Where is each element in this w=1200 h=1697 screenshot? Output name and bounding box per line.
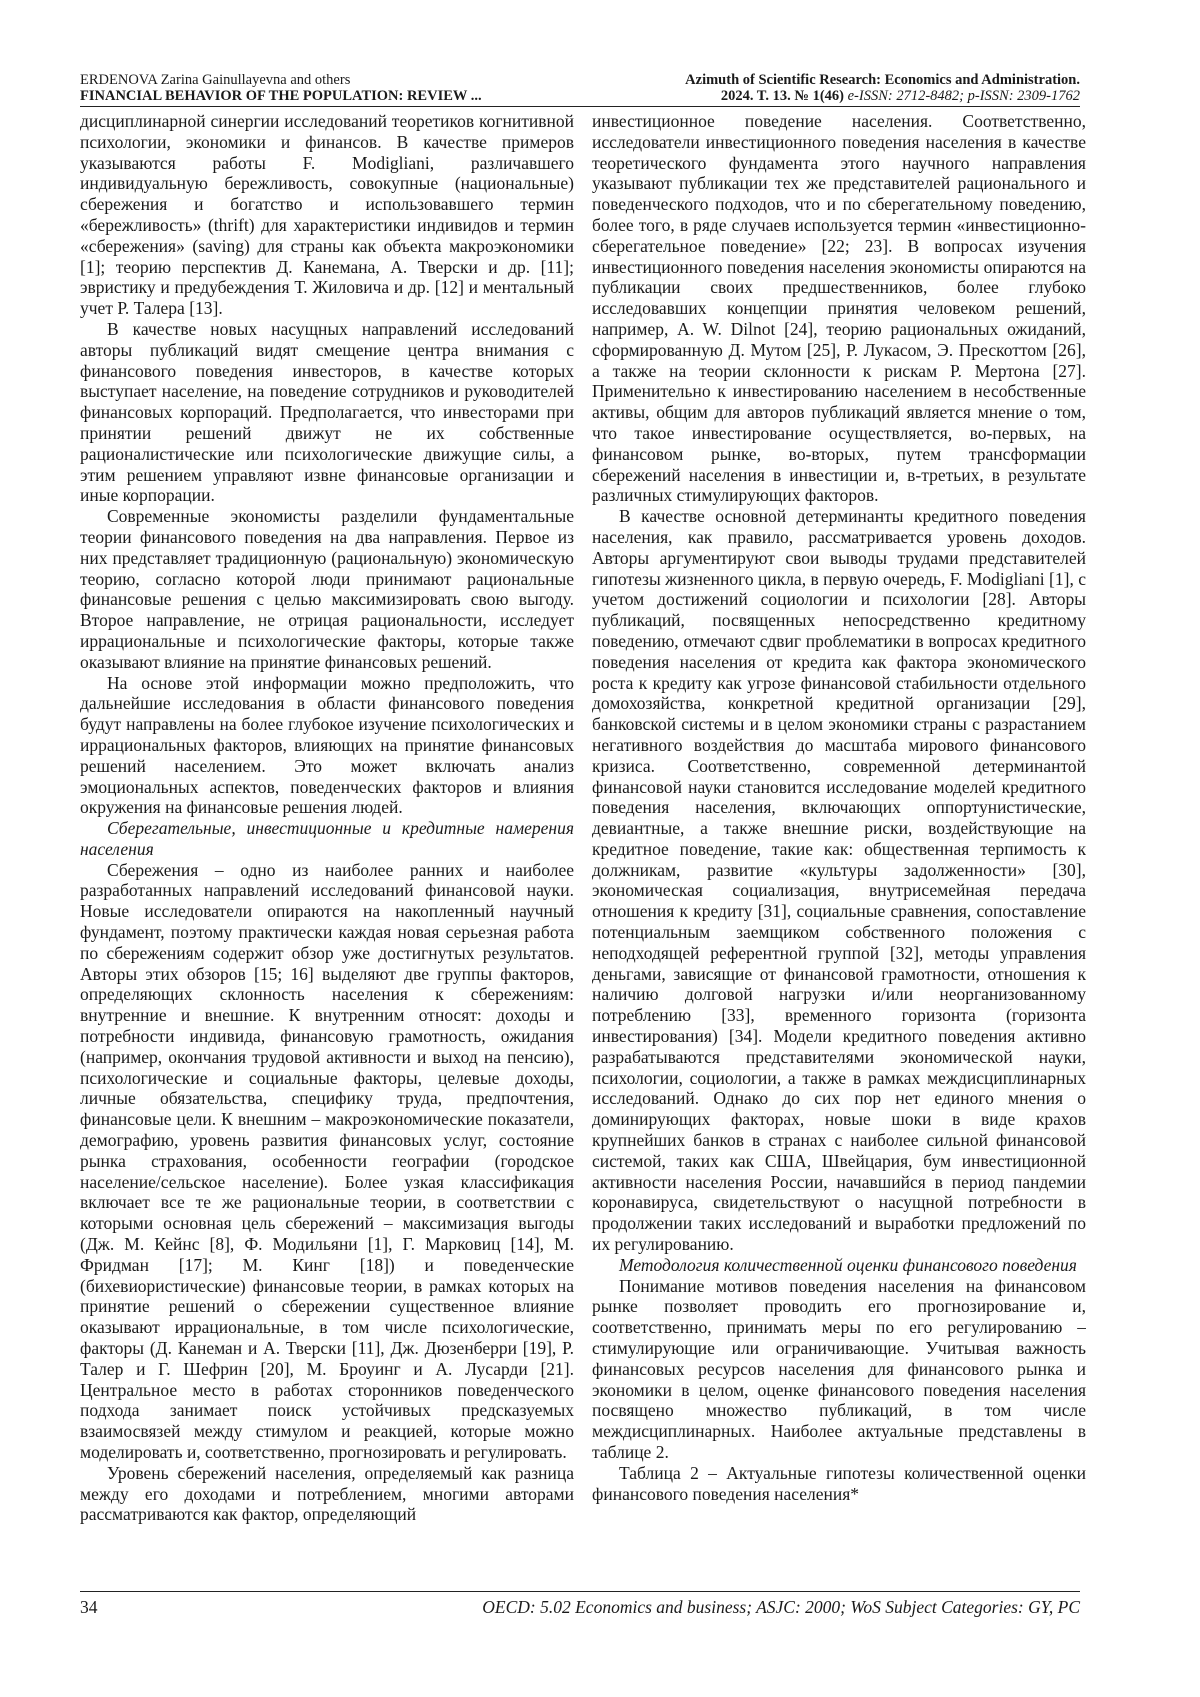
running-header bbox=[80, 70, 1080, 107]
body-paragraph: В качестве новых насущных направлений исследований авторы публикаций видят смещение центра внимания с финансового поведения инвесторов, в качестве которых выступает население, на поведение сотрудников и руководителей финансовых корпораций. Предполагается, что инвесторами при принятии решений движут не их собственные рационалистические или психологические движущие силы, а этим решением управляют извне финансовые организации и иные корпорации. bbox=[80, 318, 574, 506]
header-left bbox=[80, 72, 482, 104]
body-paragraph: дисциплинарной синергии исследований теоретиков когнитивной психологии, экономики и финансов. В качестве примеров указываются работы F. Modigliani, различавшего индивидуальную бережливость, совокупные (национальные) сбережения и богатство и использовавшего термин «бережливость» (thrift) для характеристики индивидов и термин «сбережения» (saving) для страны как объекта макроэкономики [1]; теорию перспектив Д. Канемана, А. Тверски и др. [11]; эвристику и предубеждения Т. Жиловича и др. [12] и ментальный учет Р. Талера [13]. bbox=[80, 111, 574, 319]
body-paragraph: Таблица 2 – Актуальные гипотезы количественной оценки финансового поведения населения* bbox=[592, 1462, 1086, 1504]
body-paragraph: Сбережения – одно из наиболее ранних и наиболее разработанных направлений исследований финансовой науки. Новые исследователи опираются на накопленный научный фундамент, поэтому практически каждая новая серьезная работа по сбережениям содержит обзор уже достигнутых результатов. Авторы этих обзоров [15; 16] выделяют две группы факторов, определяющих склонность населения к сбережениям: внутренние и внешние. К внутренним относят: доходы и потребности индивида, финансовую грамотность, ожидания (например, окончания трудовой активности и выход на пенсию), психологические и социальные факторы, целевые доходы, личные обязательства, специфику труда, предпочтения, финансовые цели. К внешним – макроэкономические показатели, демографию, уровень развития финансовых услуг, состояние рынка страхования, особенности географии (городское население/сельское население). Более узкая классификация включает все те же рациональные теории, в соответствии с которыми основная цель сбережений – максимизация выгоды (Дж. М. Кейнс [8], Ф. Модильяни [1], Г. Марковиц [14], М. Фридман [17]; М. Кинг [18]) и поведенческие (бихевиористические) финансовые теории, в рамках которых на принятие решений о сбережении существенное влияние оказывают иррациональные, в том числе психологические, факторы (Д. Канеман и А. Тверски [11], Дж. Дюзенберри [19], Р. Талер и Г. Шефрин [20], М. Броуинг и А. Лусарди [21]. Центральное место в работах сторонников поведенческого подхода занимает поиск устойчивых предсказуемых взаимосвязей между стимулом и реакцией, которые можно моделировать и, соответственно, прогнозировать и регулировать. bbox=[80, 859, 574, 1462]
page-number: 34 bbox=[80, 1597, 98, 1617]
right-column bbox=[592, 111, 1086, 1589]
body-paragraph: Понимание мотивов поведения населения на финансовом рынке позволяет проводить его прогнозирование и, соответственно, принимать меры по его регулированию – стимулирующие или ограничивающие. Учитывая важность финансовых ресурсов населения для финансового рынка и экономики в целом, оценке финансового поведения населения посвящено множество публикаций, в том числе междисциплинарных. Наиболее актуальные представлены в таблице 2. bbox=[592, 1275, 1086, 1462]
header-article-title: FINANCIAL BEHAVIOR OF THE POPULATION: REVIEW ... bbox=[80, 88, 482, 104]
body-paragraph: Уровень сбережений населения, определяемый как разница между его доходами и потреблением, многими авторами рассматриваются как фактор, определяющий bbox=[80, 1462, 574, 1525]
section-heading: Методология количественной оценки финансового поведения bbox=[619, 1254, 1077, 1275]
header-authors: ERDENOVA Zarina Gainullayevna and others bbox=[80, 72, 351, 88]
header-right bbox=[685, 72, 1080, 104]
page-footer bbox=[80, 1591, 1080, 1622]
header-journal: Azimuth of Scientific Research: Economics and Administration. bbox=[685, 72, 1080, 88]
header-issn: e-ISSN: 2712-8482; p-ISSN: 2309-1762 bbox=[847, 88, 1080, 104]
subject-classification: OECD: 5.02 Economics and business; ASJC: 2000; WoS Subject Categories: GY, PC bbox=[482, 1597, 1080, 1617]
section-heading: Сберегательные, инвестиционные и кредитные намерения населения bbox=[80, 818, 574, 859]
body-paragraph: инвестиционное поведение населения. Соответственно, исследователи инвестиционного поведения населения в качестве теоретического фундамента этого научного направления указывают публикации тех же представителей рационального и поведенческого подходов, что и по сберегательному поведению, более того, в ряде случаев используется термин «инвестиционно-сберегательное поведение» [22; 23]. В вопросах изучения инвестиционного поведения населения экономисты опираются на публикации своих предшественников, более глубоко исследовавших концепции принятия человеком решений, например, A. W. Dilnot [24], теорию рациональных ожиданий, сформированную Д. Мутом [25], Р. Лукасом, Э. Прескоттом [26], а также на теории склонности к рискам Р. Мертона [27]. Применительно к инвестированию населением в несобственные активы, общим для авторов публикаций является мнение о том, что такое инвестирование осуществляется, во-первых, на финансовом рынке, во-вторых, путем трансформации сбережений населения в инвестиции и, в-третьих, в результате различных стимулирующих факторов. bbox=[592, 111, 1086, 506]
header-issue-line bbox=[685, 88, 1080, 104]
left-column bbox=[80, 111, 574, 1589]
body-paragraph: Современные экономисты разделили фундаментальные теории финансового поведения на два направления. Первое из них представляет традиционную (рациональную) экономическую теорию, согласно которой люди принимают рациональные финансовые решения с целью максимизировать свою выгоду. Второе направление, не отрицая рациональности, исследует иррациональные и психологические факторы, которые также оказывают влияние на принятие финансовых решений. bbox=[80, 506, 574, 672]
body-paragraph: На основе этой информации можно предположить, что дальнейшие исследования в области финансового поведения будут направлены на более глубокое изучение психологических и иррациональных факторов, влияющих на принятие финансовых решений населением. Это может включать анализ эмоциональных аспектов, поведенческих факторов и влияния окружения на финансовые решения людей. bbox=[80, 672, 574, 818]
header-issue: 2024. T. 13. № 1(46) bbox=[720, 88, 844, 104]
body-paragraph: В качестве основной детерминанты кредитного поведения населения, как правило, рассматривается уровень доходов. Авторы аргументируют свои выводы трудами представителей гипотезы жизненного цикла, в первую очередь, F. Modigliani [1], с учетом достижений социологии и психологии [28]. Авторы публикаций, посвященных непосредственно кредитному поведению, отмечают сдвиг проблематики в вопросах кредитного поведения населения от кредита как фактора экономического роста к кредиту как угрозе финансовой стабильности отдельного домохозяйства, конкретной кредитной организации [29], банковской системы и в целом экономики страны с разрастанием негативного воздействия до масштаба мирового финансового кризиса. Соответственно, современной детерминантой финансовой науки становится исследование моделей кредитного поведения населения, включающих оппортунистические, девиантные, а также внешние риски, воздействующие на кредитное поведение, такие как: общественная терпимость к должникам, развитие «культуры задолженности» [30], экономическая социализация, внутрисемейная передача отношения к кредиту [31], социальные сравнения, сопоставление потенциальным заемщиком собственного положения с неподходящей референтной группой [32], методы управления деньгами, зависящие от финансовой грамотности, отношения к наличию долговой нагрузки и/или неорганизованному потреблению [33], временного горизонта (горизонта инвестирования) [34]. Модели кредитного поведения активно разрабатываются представителями экономической науки, психологии, социологии, а также в рамках междисциплинарных исследований. Однако до сих пор нет единого мнения о доминирующих факторах, новые шоки в виде крахов крупнейших банков в странах с наиболее сильной финансовой системой, таких как США, Швейцария, бум инвестиционной активности населения России, начавшийся в период пандемии коронавируса, свидетельствуют о насущной потребности в продолжении таких исследований и выработки предложений по их регулированию. bbox=[592, 506, 1086, 1255]
